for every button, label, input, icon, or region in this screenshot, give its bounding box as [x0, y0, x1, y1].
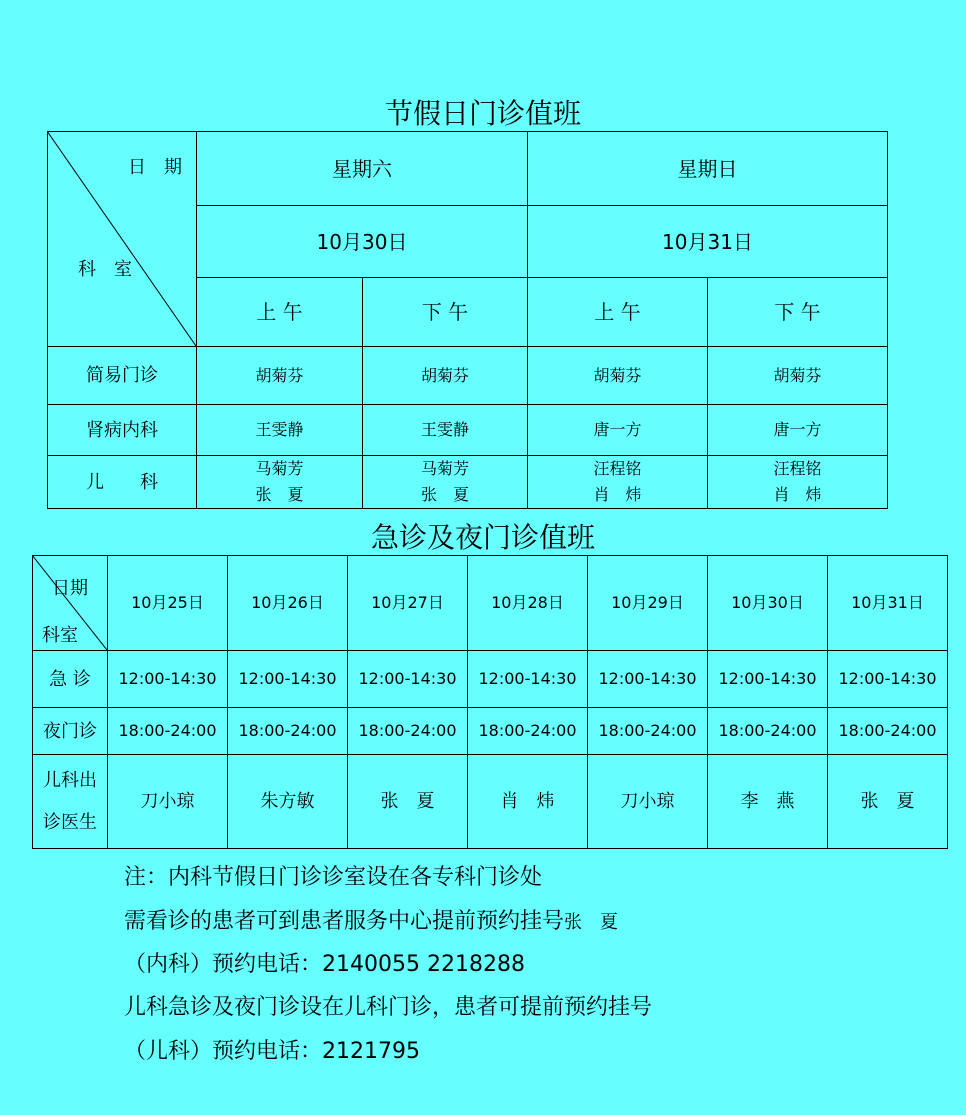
- doctor-name: 胡菊芬: [593, 365, 642, 385]
- doctor-name: 马菊芳: [420, 459, 469, 479]
- dept-label: 急 诊: [49, 668, 91, 690]
- period-header: [707, 277, 888, 347]
- doctor-cell: [196, 346, 363, 405]
- time-value: 12:00-14:30: [838, 669, 937, 688]
- corner-dept-label: 科 室: [78, 259, 132, 280]
- time-value: 18:00-24:00: [478, 721, 577, 740]
- time-cell: [827, 707, 948, 755]
- period-label: 下 午: [774, 300, 821, 324]
- time-cell: [587, 707, 708, 755]
- date-label: 10月31日: [662, 229, 753, 254]
- emergency-schedule-title: 急诊及夜门诊值班: [370, 521, 595, 554]
- doctor-cell: [707, 455, 888, 509]
- time-value: 12:00-14:30: [598, 669, 697, 688]
- date-label: 10月30日: [731, 593, 804, 612]
- doctor-name: 唐一方: [773, 420, 822, 439]
- time-cell: [107, 707, 228, 755]
- time-cell: [347, 707, 468, 755]
- time-cell: [827, 650, 948, 708]
- dept-label: 简易门诊: [86, 365, 158, 386]
- corner-date-label: 日 期: [128, 157, 182, 178]
- doctor-name: 王雯静: [255, 420, 304, 439]
- note-line: [124, 1034, 420, 1065]
- date-label: 10月30日: [316, 229, 408, 254]
- date-header: [107, 555, 228, 651]
- period-label: 下 午: [421, 300, 469, 324]
- doctor-name: 汪程铭: [593, 459, 642, 479]
- doctor-name: 胡菊芬: [773, 365, 822, 385]
- dept-label: 肾病内科: [86, 419, 158, 441]
- date-header: [587, 555, 708, 651]
- doctor-cell: [707, 404, 888, 456]
- date-header: [527, 205, 888, 278]
- period-header: [527, 277, 708, 347]
- period-label: 上 午: [256, 300, 303, 324]
- time-value: 12:00-14:30: [478, 669, 577, 688]
- time-value: 12:00-14:30: [118, 669, 217, 688]
- date-header: [347, 555, 468, 651]
- doctor-cell: [827, 754, 948, 849]
- doctor-name: 王雯静: [420, 420, 469, 439]
- date-label: 10月26日: [251, 593, 324, 612]
- doctor-cell: [362, 346, 528, 405]
- date-label: 10月25日: [131, 593, 204, 612]
- doctor-name: 马菊芳: [255, 459, 304, 479]
- time-value: 12:00-14:30: [718, 669, 817, 688]
- doctor-name: 张 夏: [860, 791, 915, 812]
- date-header: [196, 205, 528, 278]
- doctor-cell: [347, 754, 468, 849]
- note-line: [124, 947, 525, 978]
- doctor-name: 肖 炜: [773, 485, 822, 504]
- time-cell: [707, 707, 828, 755]
- period-header: [196, 277, 363, 347]
- time-cell: [107, 650, 228, 708]
- dept-cell: [47, 455, 197, 509]
- doctor-cell: [196, 455, 363, 509]
- note-line: [124, 990, 652, 1021]
- doctor-cell: [196, 404, 363, 456]
- weekday-label: 星期六: [332, 156, 392, 181]
- date-header: [707, 555, 828, 651]
- time-value: 18:00-24:00: [118, 721, 217, 740]
- doctor-name: 张 夏: [255, 485, 304, 504]
- time-value: 18:00-24:00: [838, 721, 937, 740]
- doctor-cell: [587, 754, 708, 849]
- dept-cell: [32, 650, 108, 708]
- date-header: [467, 555, 588, 651]
- time-value: 12:00-14:30: [358, 669, 457, 688]
- note-line: [124, 904, 618, 935]
- doctor-name: 朱方敏: [260, 791, 315, 812]
- date-header: [227, 555, 348, 651]
- doctor-name: 唐一方: [593, 420, 642, 439]
- doctor-name: 李 燕: [740, 791, 795, 812]
- dept-cell: [47, 346, 197, 405]
- doctor-cell: [527, 455, 708, 509]
- time-cell: [347, 650, 468, 708]
- dept-cell: [32, 754, 108, 849]
- doctor-name: 胡菊芬: [255, 365, 304, 385]
- time-value: 18:00-24:00: [598, 721, 697, 740]
- date-label: 10月27日: [371, 593, 444, 612]
- dept-label: 儿科出 诊医生: [43, 770, 97, 833]
- date-header: [827, 555, 948, 651]
- doctor-name: 刀小琼: [620, 791, 675, 812]
- dept-label: 夜门诊: [43, 720, 97, 742]
- note-text: 需看诊的患者可到患者服务中心提前预约挂号: [124, 909, 565, 934]
- period-header: [362, 277, 528, 347]
- doctor-cell: [527, 404, 708, 456]
- time-value: 18:00-24:00: [718, 721, 817, 740]
- doctor-cell: [707, 346, 888, 405]
- dept-label: 儿 科: [86, 471, 158, 493]
- weekday-header: [196, 131, 528, 206]
- doctor-name: 肖 炜: [593, 485, 642, 504]
- weekday-label: 星期日: [677, 156, 738, 181]
- doctor-cell: [107, 754, 228, 849]
- holiday-schedule-title: 节假日门诊值班: [384, 97, 581, 130]
- note-text: 注：内科节假日门诊诊室设在各专科门诊处: [124, 865, 543, 890]
- doctor-name: 张 夏: [420, 485, 469, 504]
- doctor-cell: [527, 346, 708, 405]
- period-label: 上 午: [594, 300, 641, 324]
- note-text: （内科）预约电话：2140055 2218288: [124, 952, 525, 977]
- corner-dept-label: 科室: [42, 625, 78, 646]
- note-text: （儿科）预约电话：2121795: [124, 1039, 420, 1064]
- doctor-cell: [707, 754, 828, 849]
- time-cell: [467, 650, 588, 708]
- doctor-name: 肖 炜: [500, 791, 555, 812]
- corner-date-label: 日期: [52, 578, 88, 599]
- doctor-cell: [362, 404, 528, 456]
- note-line: [124, 860, 542, 891]
- time-cell: [227, 707, 348, 755]
- doctor-name: 张 夏: [380, 791, 435, 812]
- doctor-cell: [362, 455, 528, 509]
- time-cell: [587, 650, 708, 708]
- time-value: 18:00-24:00: [238, 721, 337, 740]
- date-label: 10月31日: [851, 593, 924, 612]
- doctor-cell: [467, 754, 588, 849]
- doctor-name: 胡菊芬: [420, 365, 469, 385]
- time-value: 18:00-24:00: [358, 721, 457, 740]
- date-label: 10月28日: [491, 593, 564, 612]
- dept-cell: [32, 707, 108, 755]
- doctor-cell: [227, 754, 348, 849]
- time-cell: [467, 707, 588, 755]
- weekday-header: [527, 131, 888, 206]
- note-suffix-name: 张 夏: [564, 912, 619, 933]
- time-value: 12:00-14:30: [238, 669, 337, 688]
- time-cell: [707, 650, 828, 708]
- note-text: 儿科急诊及夜门诊设在儿科门诊，患者可提前预约挂号: [124, 995, 653, 1020]
- date-label: 10月29日: [611, 593, 684, 612]
- dept-cell: [47, 404, 197, 456]
- doctor-name: 汪程铭: [773, 459, 822, 479]
- time-cell: [227, 650, 348, 708]
- doctor-name: 刀小琼: [140, 791, 195, 812]
